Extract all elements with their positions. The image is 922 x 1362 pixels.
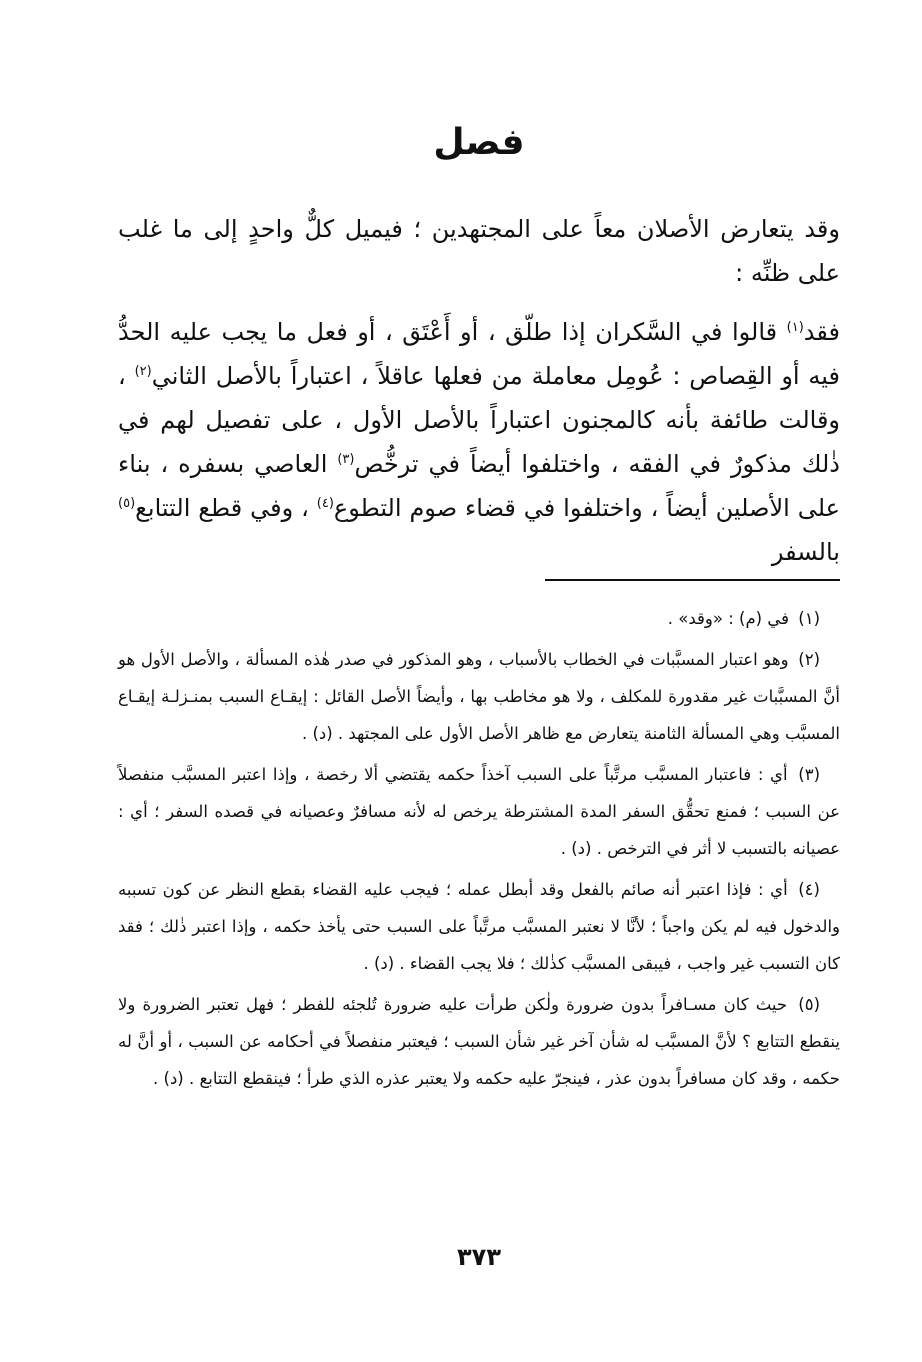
footnote-ref-2[interactable]: (٢) <box>134 364 152 379</box>
footnote-number: (٣) <box>798 765 820 784</box>
intro-paragraph <box>118 207 840 295</box>
footnote-number: (٤) <box>798 880 820 899</box>
main-text <box>118 310 840 574</box>
footnote-5 <box>118 986 840 1097</box>
footnote-3 <box>118 756 840 867</box>
footnote-ref-4[interactable]: (٤) <box>316 496 334 511</box>
footnote-number: (٢) <box>798 650 821 669</box>
footnote-text: أي : فإذا اعتبر أنه صائم بالفعل وقد أبطل عمله ؛ فيجب عليه القضاء بقطع النظر عن كون تسببه والدخول فيه لم يكن واجباً ؛ لأنَّا لا نعتبر المسبَّب مرتَّباً على السبب حتى يأخذ حكمه ، وإذا اعتبر ذٰلك ؛ فقد كان التسبب غير واجب ، فيبقى المسبَّب كذٰلك ؛ فلا يجب القضاء . (د) . <box>118 880 840 973</box>
book-page <box>118 0 840 1362</box>
footnote-number: (٥) <box>798 995 820 1014</box>
main-text-part-4: العاصي بسفره ، بناء على الأصلين أيضاً ، واختلفوا في قضاء صوم التطوع <box>118 450 840 522</box>
footnote-text: وهو اعتبار المسبَّبات في الخطاب بالأسباب ، وهو المذكور في صدر هٰذه المسألة ، والأصل الأول هو أنَّ المسبَّبات غير مقدورة للمكلف ، ولا هو مخاطب بها ، وأيضاً الأصل القائل : إيقـاع السبب بمنـزلـة إيقـاع المسبَّب وهي المسألة الثامنة يتعارض مع ظاهر الأصل الأول على المجتهد . (د) . <box>118 650 840 743</box>
main-text-part-3: ، وقالت طائفة بأنه كالمجنون اعتباراً بالأصل الأول ، على تفصيل لهم في ذٰلك مذكورٌ في الفقه ، واختلفوا أيضاً في ترخُّص <box>118 362 840 478</box>
main-text-part-2: قالوا في السَّكران إذا طلّق ، أو أَعْتَق ، أو فعل ما يجب عليه الحدُّ فيه أو القِصاص : عُومِل معاملة من فعلها عاقلاً ، اعتباراً بالأصل الثاني <box>118 318 841 390</box>
main-paragraph <box>118 310 840 574</box>
main-text-part-5: ، وفي قطع التتابع <box>135 494 317 522</box>
page-number: ٣٧٣ <box>457 1243 501 1271</box>
footnote-1 <box>118 600 840 637</box>
footnote-text: حيث كان مسـافراً بدون ضرورة ولٰكن طرأت عليه ضرورة تُلجئه للفطر ؛ فهل تعتبر الضرورة ولا ينقطع التتابع ؟ لأنَّ المسبَّب له شأن آخر غير شأن السبب ؛ فيعتبر منفصلاً في أحكامه عن السبب ، أو أنَّ له حكمه ، وقد كان مسافراً بدون عذر ، فينجرّ عليه حكمه ولا يعتبر عذره الذي طرأ ؛ فينقطع التتابع . (د) . <box>118 995 840 1088</box>
footnote-ref-5[interactable]: (٥) <box>118 496 136 511</box>
footnote-number: (١) <box>798 609 820 628</box>
section-title: فصل <box>433 122 525 163</box>
main-text-part-1: فقد <box>803 318 840 346</box>
footnotes <box>118 600 840 1101</box>
main-text-part-6: بالسفر <box>771 538 840 566</box>
footnote-text: أي : فاعتبار المسبَّب مرتَّباً على السبب آخذاً حكمه يقتضي ألا رخصة ، وإذا اعتبر المسبَّب منفصلاً عن السبب ؛ فمنع تحقُّق السفر المدة المشترطة يرخص له لأنه مسافرٌ وعصيانه في قصده السفر ؛ أي : عصيانه بالتسبب لا أثر في الترخص . (د) . <box>118 765 840 858</box>
footnote-text: في (م) : «وقد» . <box>667 609 789 628</box>
footnote-ref-3[interactable]: (٣) <box>337 452 355 467</box>
footnote-4 <box>118 871 840 982</box>
footnote-2 <box>118 641 840 752</box>
footnote-divider <box>545 579 840 581</box>
intro-text: وقد يتعارض الأصلان معاً على المجتهدين ؛ فيميل كلٌّ واحدٍ إلى ما غلب على ظنِّه : <box>118 215 840 287</box>
footnote-ref-1[interactable]: (١) <box>786 320 804 335</box>
